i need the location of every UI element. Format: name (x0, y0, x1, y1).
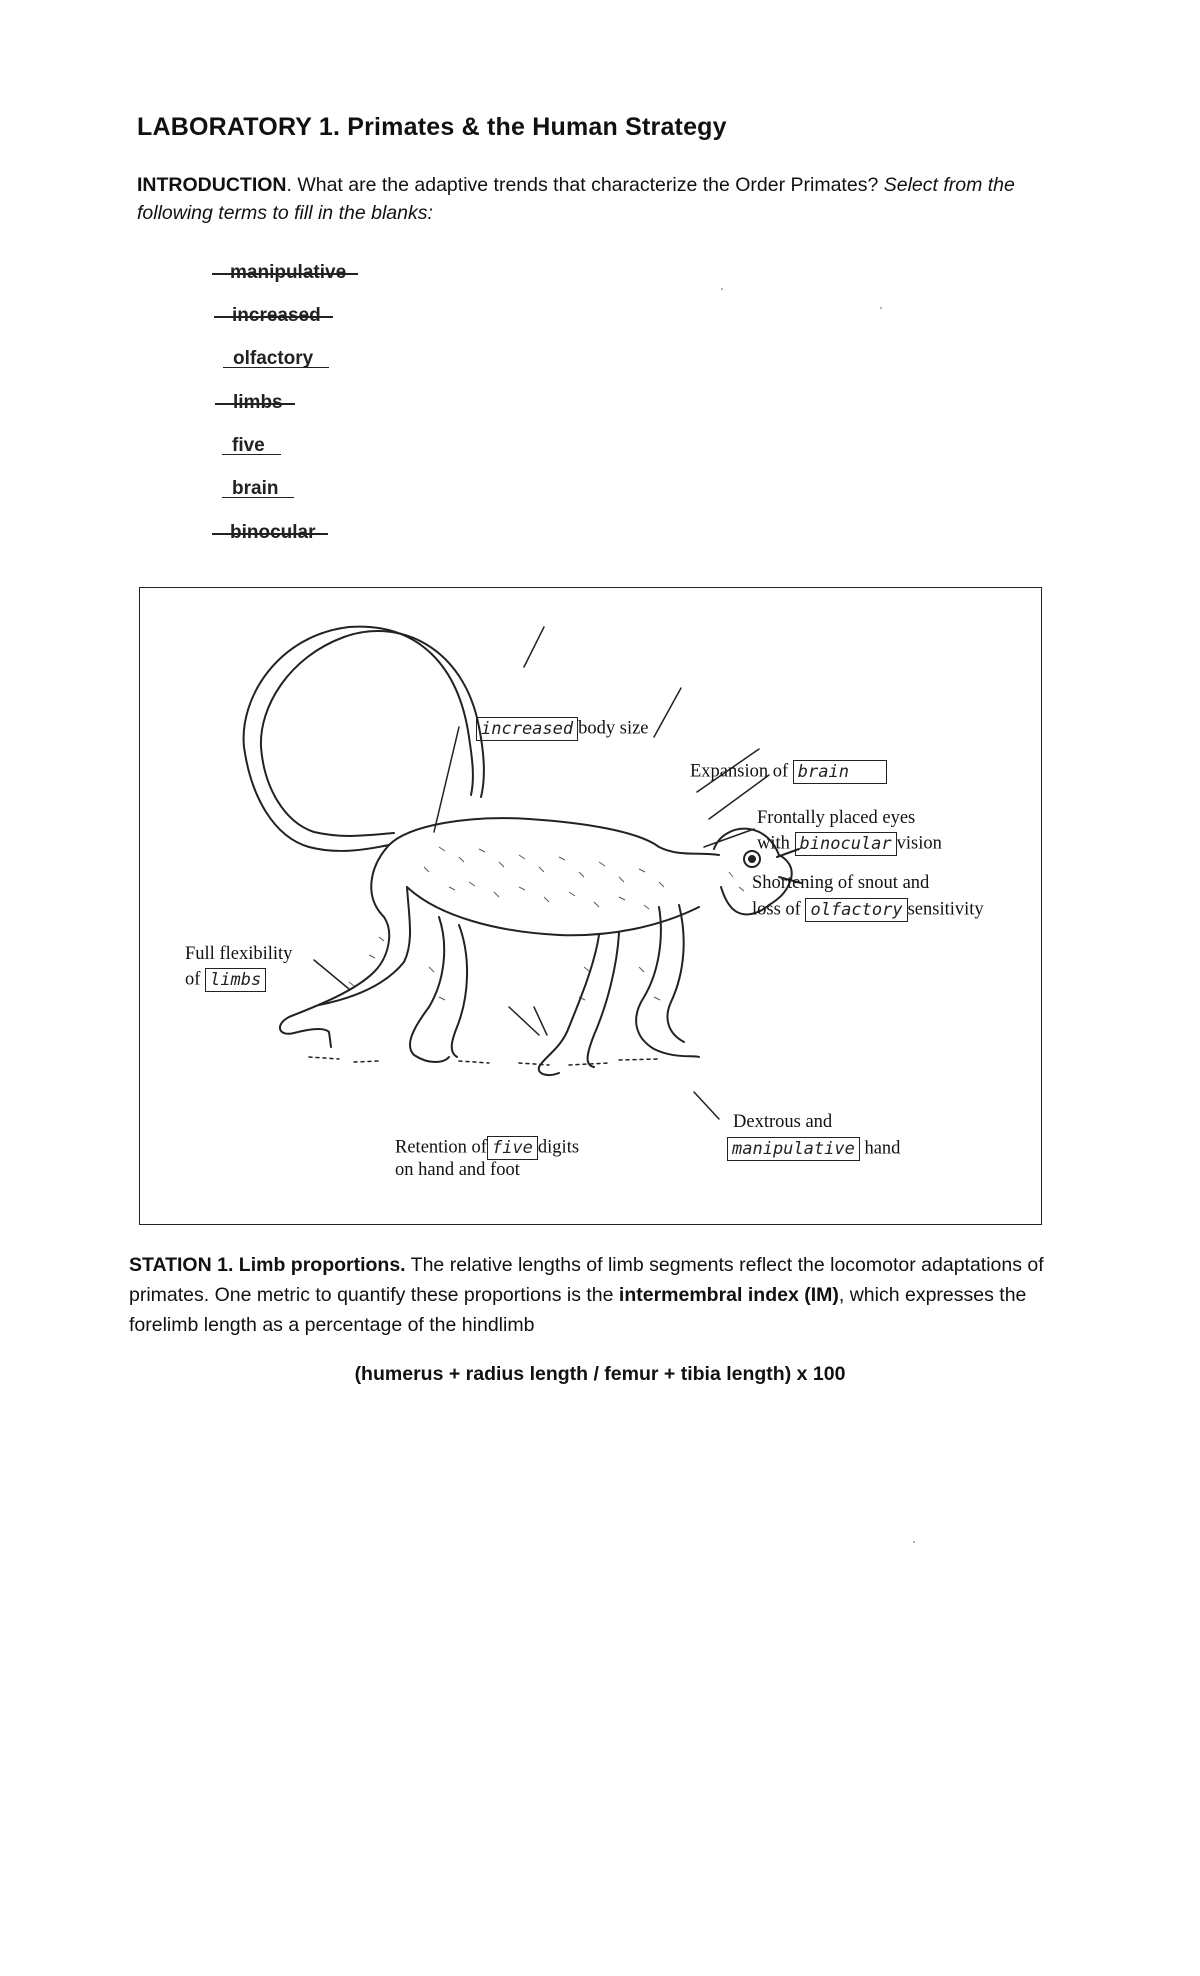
term-text: five (232, 435, 265, 456)
limbs-label-line2 (185, 968, 266, 992)
body-size-answer: increased (476, 717, 578, 741)
intermembral-formula: (humerus + radius length / femur + tibia length) x 100 (354, 1363, 846, 1385)
term-text: brain (232, 478, 279, 499)
body-size-label (476, 717, 649, 741)
intro-instruction: Select from the following terms to fill in the blanks: (137, 174, 1015, 224)
term-item (233, 392, 283, 414)
hand-answer: manipulative (727, 1137, 860, 1161)
eyes-label-line2 (757, 832, 942, 856)
digits-label-line2: on hand and foot (395, 1160, 520, 1180)
eyes-with: with (757, 833, 790, 854)
term-item (230, 522, 316, 544)
term-item (232, 305, 321, 327)
term-text: binocular (230, 522, 316, 543)
limbs-of: of (185, 969, 201, 990)
brain-text: Expansion of (690, 761, 789, 782)
station-text-2: , which expresses the forelimb length as a percentage of the hindlimb (129, 1284, 1027, 1336)
body-size-text: body size (578, 718, 649, 739)
term-text: increased (232, 305, 321, 326)
term-item (232, 478, 278, 500)
snout-sensitivity: sensitivity (907, 899, 984, 920)
snout-loss: loss of (752, 899, 801, 920)
scan-speck (880, 307, 882, 309)
tail-inner (261, 631, 479, 836)
intro-question: . What are the adaptive trends that characterize the Order Primates? (286, 174, 884, 196)
station-bold-term: intermembral index (IM) (618, 1284, 839, 1306)
snout-label-line1: Shortening of snout and (752, 873, 930, 893)
digits-label-line1 (395, 1136, 579, 1160)
station-label: STATION 1. Limb proportions. (129, 1254, 406, 1276)
digits-retention: Retention of (395, 1137, 487, 1158)
tail-outer (244, 627, 469, 851)
eyes-answer: binocular (795, 832, 897, 856)
scan-speck (913, 1541, 915, 1543)
eyes-vision: vision (896, 833, 942, 854)
snout-answer: olfactory (805, 898, 907, 922)
brain-answer: brain (793, 760, 887, 784)
term-text: limbs (233, 392, 283, 413)
limbs-label-line1: Full flexibility (185, 944, 293, 964)
introduction-paragraph (137, 171, 1037, 227)
hand-text: hand (864, 1138, 901, 1159)
station-1-paragraph (129, 1250, 1059, 1340)
digits-answer: five (487, 1136, 538, 1160)
term-item (230, 262, 346, 284)
snout-label-line2 (752, 898, 984, 922)
term-item (233, 348, 313, 370)
term-text: olfactory (233, 348, 314, 369)
eyes-label-line1: Frontally placed eyes (757, 808, 916, 828)
digits-text: digits (537, 1137, 580, 1158)
limbs-answer: limbs (205, 968, 266, 992)
hand-label-line1: Dextrous and (733, 1112, 833, 1132)
intro-label: INTRODUCTION (137, 174, 287, 196)
term-item (232, 435, 265, 457)
scan-speck (721, 288, 723, 290)
hand-label-line2 (727, 1137, 900, 1161)
brain-label (690, 760, 887, 784)
station-text-1: The relative lengths of limb segments reflect the locomotor adaptations of primates. One metric to quantify these proportions is the (129, 1254, 1044, 1306)
term-text: manipulative (230, 262, 347, 283)
page-title: LABORATORY 1. Primates & the Human Strategy (137, 113, 727, 141)
